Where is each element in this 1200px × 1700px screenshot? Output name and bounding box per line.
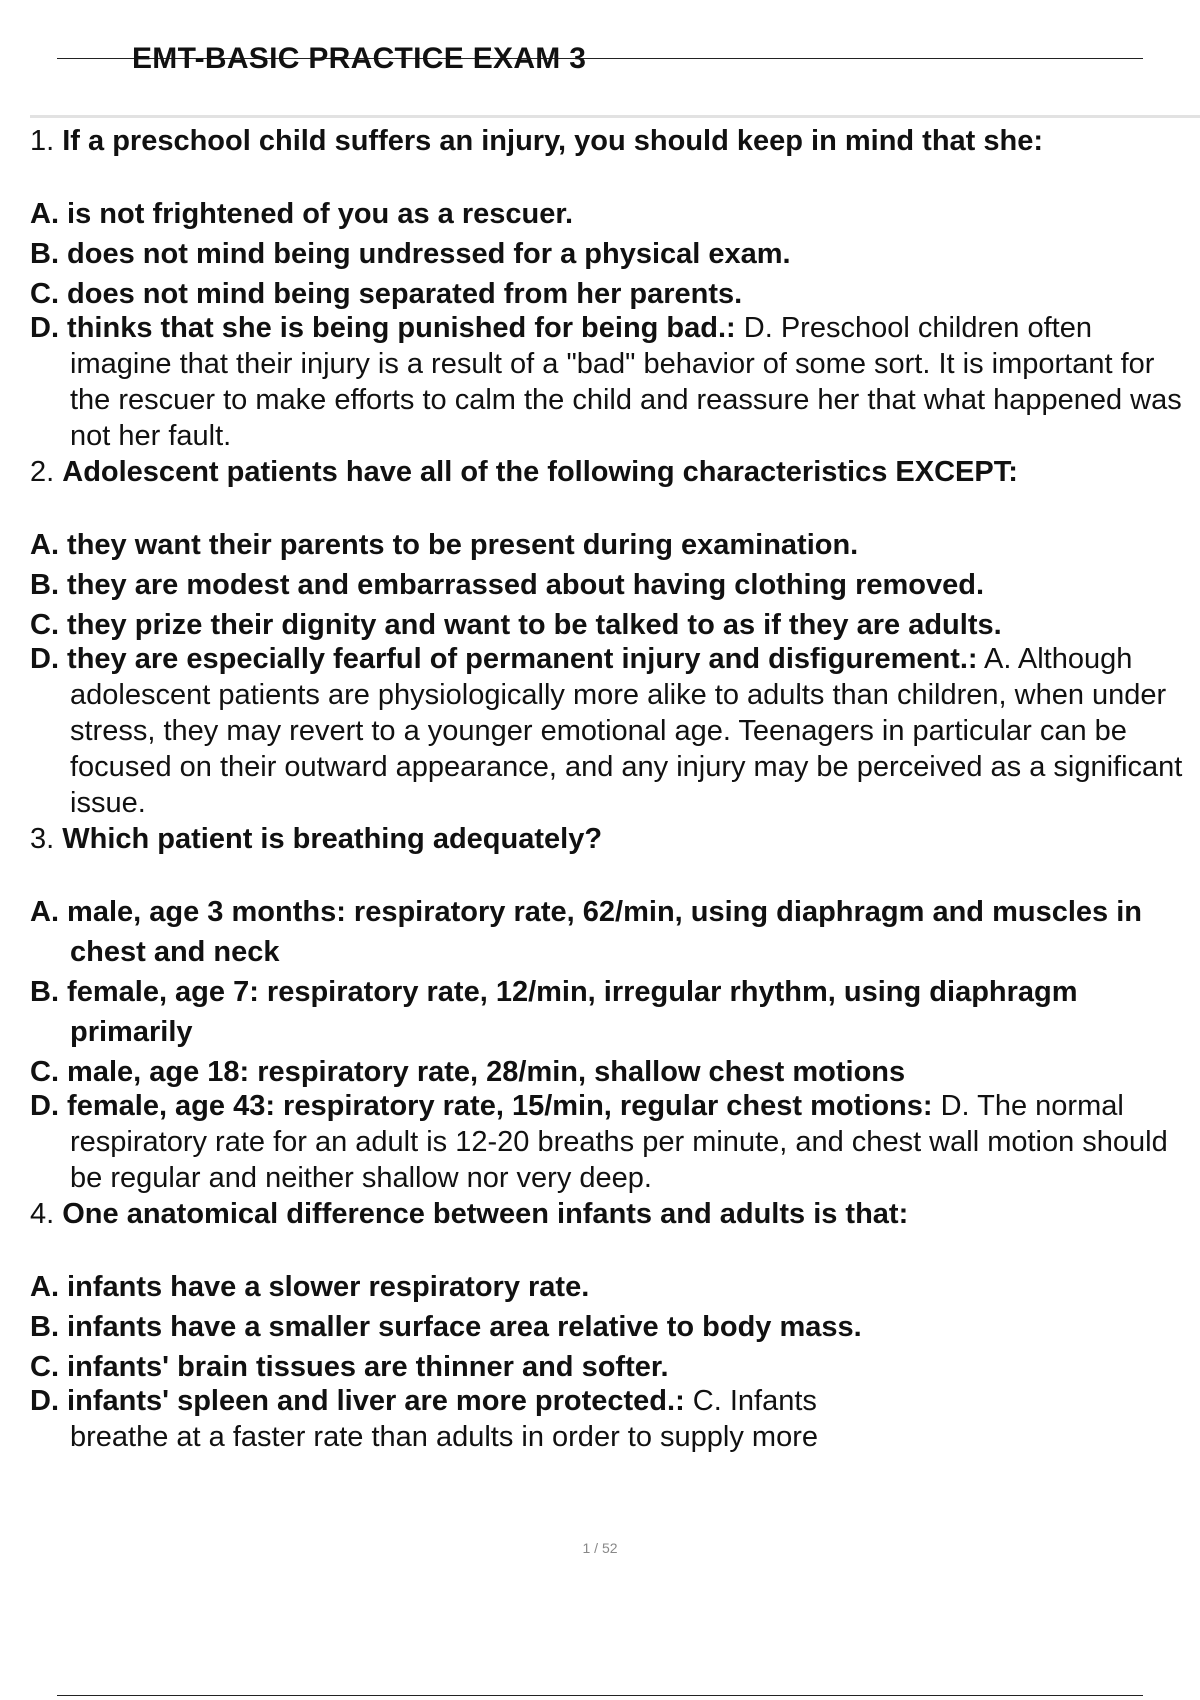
option-label: C. does not mind being separated from her parents. [30,278,743,310]
option-label: B. does not mind being undressed for a physical exam. [30,238,791,270]
option-label: A. is not frightened of you as a rescuer. [30,198,574,230]
option-label: D. thinks that she is being punished for being bad.: [30,312,736,344]
answer-explanation: A. Although adolescent patients are physiologically more alike to adults than children, when under stress, they may revert to a younger emotional age. Teenagers in particular can be focused on their outward appearance, and any injury may be perceived as a significant issue. [70,643,1183,819]
option-label: D. female, age 43: respiratory rate, 15/min, regular chest motions: [30,1090,933,1122]
option-label: A. male, age 3 months: respiratory rate, 62/min, using diaphragm and muscles in chest and neck [30,896,1142,968]
question-number: 1. [30,125,55,157]
option-label: B. infants have a smaller surface area relative to body mass. [30,1311,862,1343]
question-text: Which patient is breathing adequately? [62,823,603,855]
option-label: A. infants have a slower respiratory rate. [30,1271,590,1303]
question-number: 3. [30,823,55,855]
option-d [30,641,1200,821]
option-label: D. they are especially fearful of permanent injury and disfigurement.: [30,643,978,675]
question-list [30,123,1200,1455]
option-c [30,274,1200,314]
question-text: Adolescent patients have all of the following characteristics EXCEPT: [62,456,1018,488]
option-c [30,605,1200,645]
option-d [30,1383,1200,1455]
option-b [30,565,1200,605]
question-number: 2. [30,456,55,488]
option-label: C. male, age 18: respiratory rate, 28/min, shallow chest motions [30,1056,906,1088]
page-indicator: 1 / 52 [582,1540,618,1556]
question-2 [30,454,1200,491]
question-3 [30,821,1200,858]
document-title: EMT-BASIC PRACTICE EXAM 3 [132,42,587,75]
option-a [30,194,1200,234]
option-label: C. they prize their dignity and want to be talked to as if they are adults. [30,609,1002,641]
option-b [30,972,1200,1052]
answer-explanation: D. The normal respiratory rate for an adult is 12-20 breaths per minute, and chest wall motion should be regular and neither shallow nor very deep. [70,1090,1168,1194]
question-text: If a preschool child suffers an injury, you should keep in mind that she: [62,125,1044,157]
option-a [30,1267,1200,1307]
question-number: 4. [30,1198,55,1230]
option-label: C. infants' brain tissues are thinner and softer. [30,1351,669,1383]
option-c [30,1052,1200,1092]
question-text: One anatomical difference between infants and adults is that: [62,1198,909,1230]
question-4 [30,1196,1200,1233]
option-label: A. they want their parents to be present during examination. [30,529,859,561]
footer-divider [57,1695,1143,1696]
option-b [30,1307,1200,1347]
question-1 [30,123,1200,160]
option-d [30,1088,1200,1196]
option-label: D. infants' spleen and liver are more protected.: [30,1385,685,1417]
option-d [30,310,1200,454]
option-label: B. they are modest and embarrassed about having clothing removed. [30,569,985,601]
document-header [57,40,1143,80]
answer-explanation: D. Preschool children often imagine that their injury is a result of a "bad" behavior of some sort. It is important for the rescuer to make efforts to calm the child and reassure her that what happened was not her fault. [70,312,1182,452]
option-c [30,1347,1200,1387]
answer-explanation: C. Infants breathe at a faster rate than adults in order to supply more [70,1385,818,1453]
option-b [30,234,1200,274]
option-a [30,892,1200,972]
option-label: B. female, age 7: respiratory rate, 12/min, irregular rhythm, using diaphragm primarily [30,976,1078,1048]
option-a [30,525,1200,565]
header-divider [30,115,1200,118]
